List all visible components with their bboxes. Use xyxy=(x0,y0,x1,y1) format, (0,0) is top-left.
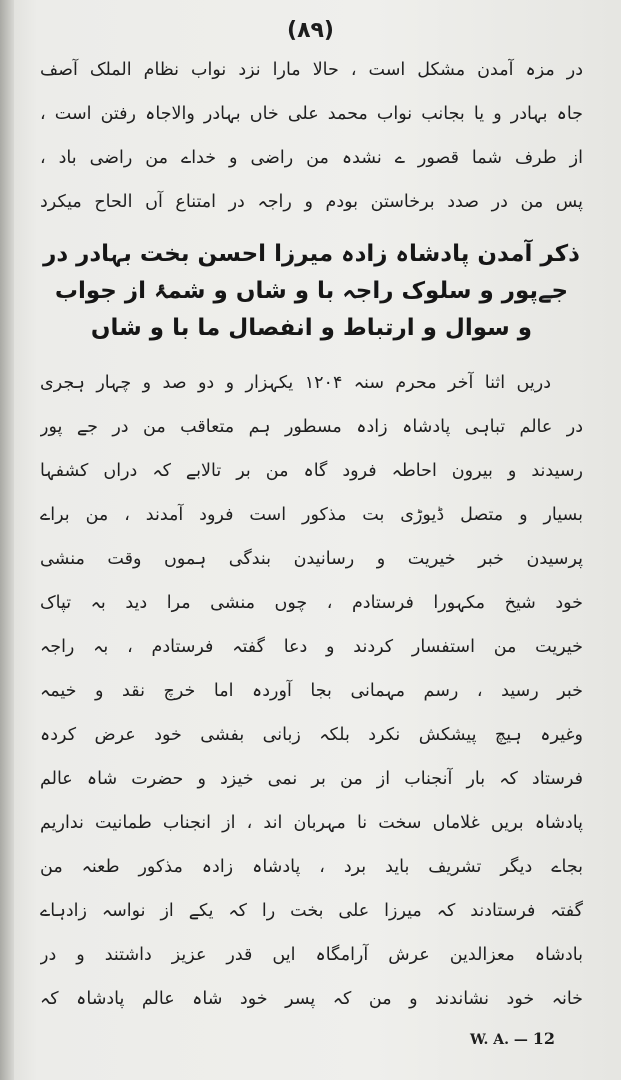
page-number: (۸۹) xyxy=(287,18,334,43)
heading-line: جےپور و سلوک راجہ با و شاں و شمۂ از جواب xyxy=(54,278,569,304)
text-line: پس من در صدد برخاستن بودم و راجہ در امتناع آں الحاح میکرد xyxy=(40,192,583,212)
text-line: خود شیخ مکہورا فرستادم ، چوں منشی مرا دید بہ تپاک xyxy=(40,593,583,613)
text-line: دریں اثنا آخر محرم سنہ ۱۲۰۴ یکہزار و دو صد و چہار ہجری xyxy=(40,373,551,393)
text-line: جاہ بہادر و یا بجانب نواب محمد علی خاں بہادر والاجاہ رفتن است ، xyxy=(40,104,583,124)
text-line: در عالم تباہی پادشاہ زادہ مسطور ہم متعاقب من در جے پور xyxy=(40,417,583,437)
text-line: رسیدند و بیرون احاطہ فرود گاہ من بر تالابے کہ دراں کشفہا xyxy=(40,461,583,481)
text-line: در مزہ آمدن مشکل است ، حالا مارا نزد نواب نظام الملک آصف xyxy=(40,60,583,80)
section-heading xyxy=(40,236,583,347)
book-spine-shadow xyxy=(0,0,14,1080)
text-line: خیریت من استفسار کردند و دعا گفتہ فرستادم ، بہ راجہ xyxy=(40,637,583,657)
text-line: پرسیدن خبر خیریت و رسانیدن بندگی ہموں وقت منشی xyxy=(40,549,583,569)
text-line: بجاے دیگر تشریف باید برد ، پادشاہ زادہ مذکور طعنہ من xyxy=(40,857,583,877)
signature-letters: W. A. xyxy=(470,1032,510,1048)
text-line: از طرف شما قصور ے نشدہ من راضی و خداے من راضی باد ، xyxy=(40,148,583,168)
page-body xyxy=(40,48,583,1021)
text-line: گفتہ فرستادند کہ میرزا علی بخت را کہ یکے از نواسہ زادہاے xyxy=(40,901,583,921)
text-line: بسیار و متصل ڈیوڑی بت مذکور است فرود آمدند ، من براے xyxy=(40,505,583,525)
signature-separator: — xyxy=(509,1032,528,1048)
sheet-number: 12 xyxy=(532,1029,556,1048)
text-line: خانہ خود نشاندند و من کہ پسر خود شاہ عالم پادشاہ کہ xyxy=(40,989,583,1009)
text-line: پادشاہ بریں غلاماں سخت نا مہربان اند ، از انجناب طمانیت نداریم xyxy=(40,813,583,833)
text-line: فرستاد کہ بار آنجناب از من بر نمی خیزد و حضرت شاہ عالم xyxy=(40,769,583,789)
heading-line: ذکر آمدن پادشاہ زادہ میرزا احسن بخت بہادر در xyxy=(43,241,580,267)
text-line: خبر رسید ، رسم مہمانی بجا آوردہ اما خرچ نقد و خیمہ xyxy=(40,681,583,701)
printer-signature-mark xyxy=(470,1029,555,1048)
text-line: بادشاہ معزالدین عرش آرامگاہ ایں قدر عزیز داشتند و در xyxy=(40,945,583,965)
text-line: وغیرہ ہیچ پیشکش نکرد بلکہ زبانی بفشی خود عرض کردہ xyxy=(40,725,583,745)
heading-line: و سوال و ارتباط و انفصال ما با و شاں xyxy=(90,315,533,341)
